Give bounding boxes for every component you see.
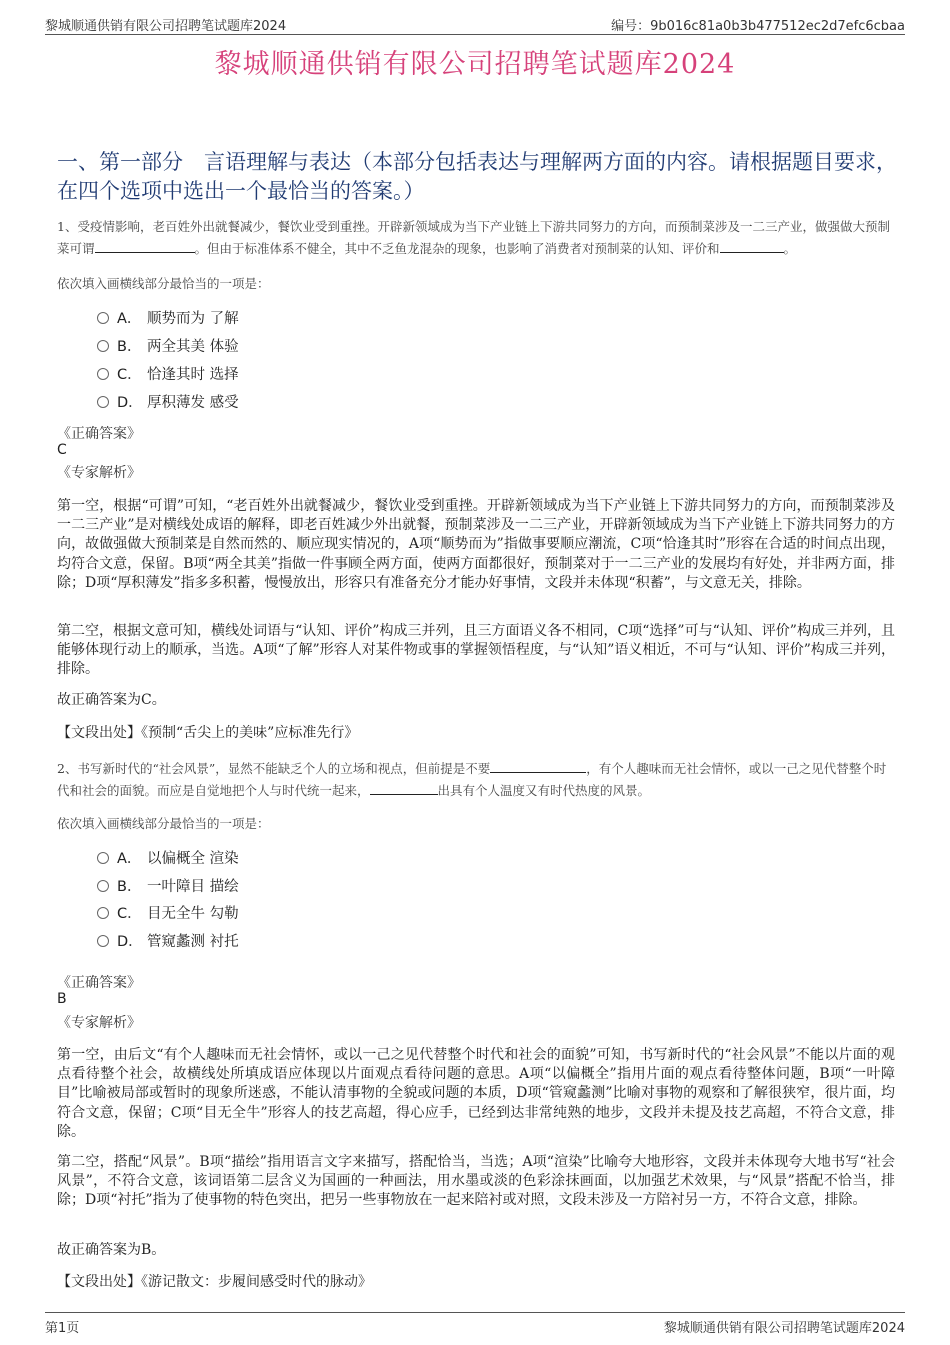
- q1-blank-2: [720, 238, 784, 253]
- q2-source: 【文段出处】《游记散文：步履间感受时代的脉动》: [57, 1274, 372, 1290]
- q2-analysis-p1: 第一空，由后文“有个人趣味而无社会情怀，或以一己之见代替整个时代和社会的面貌”可知，书写新时代的“社会风景”不能以片面的观点看待整个社会，故横线处所填成语应体现以片面观点看待问题的意思。A项“以偏概全”指用片面的观点看待整体问题，B项“一叶障目”比喻被局部或暂时的现象所迷惑，不能认清事物的全貌或问题的本质，D项“管窥蠡测”比喻对事物的观察和了解很狭窄，很片面，均符合文意，保留；C项“目无全牛”形容人的技艺高超，得心应手，已经到达非常纯熟的地步，文段并未提及技艺高超，不符合文意，排除。: [57, 1047, 895, 1140]
- q1-stem-part-b: 。但由于标准体系不健全，其中不乏鱼龙混杂的现象，也影响了消费者对预制菜的认知、评价和: [194, 241, 720, 256]
- q1-option-d[interactable]: D． 厚积薄发 感受: [97, 393, 239, 413]
- radio-icon[interactable]: [97, 852, 109, 864]
- radio-icon[interactable]: [97, 396, 109, 408]
- q2-option-b[interactable]: B． 一叶障目 描绘: [97, 877, 239, 897]
- radio-icon[interactable]: [97, 312, 109, 324]
- radio-icon[interactable]: [97, 935, 109, 947]
- page-number: 第1页: [45, 1321, 80, 1336]
- q1-answer: C: [57, 442, 67, 458]
- section-heading: 一、第一部分 言语理解与表达（本部分包括表达与理解两方面的内容。请根据题目要求，在四个选项中选出一个最恰当的答案。）: [57, 150, 897, 203]
- q1-source: 【文段出处】《预制“舌尖上的美味”应标准先行》: [57, 725, 359, 741]
- q1-stem-part-a: 1、受疫情影响，老百姓外出就餐减少，餐饮业受到重挫。开辟新领域成为当下产业链上下游共同努力的方向，而预制菜涉及一二三产业，做强做大预制菜可谓: [57, 219, 890, 256]
- q2-analysis-p3: 故正确答案为B。: [57, 1242, 166, 1258]
- radio-icon[interactable]: [97, 880, 109, 892]
- q1-option-a[interactable]: A． 顺势而为 了解: [97, 309, 239, 329]
- q1-analysis-p1: 第一空，根据“可谓”可知，“老百姓外出就餐减少，餐饮业受到重挫。开辟新领域成为当下产业链上下游共同努力的方向，而预制菜涉及一二三产业”是对横线处成语的解释，即老百姓减少外出就餐，预制菜涉及一二三产业，开辟新领域成为当下产业链上下游共同努力的方向，故做强做大预制菜是自然而然的、顺应现实情况的，A项“顺势而为”指做事要顺应潮流，C项“恰逢其时”形容在合适的时间点出现，均符合文意，保留。B项“两全其美”指做一件事顾全两方面，使两方面都很好，预制菜对于一二三产业的发展均有好处，并非两方面，排除；D项“厚积薄发”指多多积蓄，慢慢放出，形容只有准备充分才能办好事情，文段并未体现“积蓄”，与文意无关，排除。: [57, 498, 895, 591]
- page-footer: [45, 1312, 905, 1335]
- footer-title: 黎城顺通供销有限公司招聘笔试题库2024: [663, 1321, 905, 1336]
- question-1-stem: [57, 216, 897, 260]
- q1-prompt: 依次填入画横线部分最恰当的一项是：: [57, 276, 270, 291]
- q2-stem-part-b: ，有个人趣味而无社会情怀，或以一己之见代替整个时代和社会的面貌。而应是自觉地把个人与时代统一起来，: [57, 761, 887, 798]
- q2-analysis-p2: 第二空，搭配“风景”。B项“描绘”指用语言文字来描写，搭配恰当，当选；A项“渲染”比喻夸大地形容，文段并未体现夸大地书写“社会风景”，不符合文意，该词语第二层含义为国画的一种画法，用水墨或淡的色彩涂抹画面，以加强艺术效果，与“风景”搭配不恰当，排除；D项“衬托”指为了使事物的特色突出，把另一些事物放在一起来陪衬或对照，文段未涉及一方陪衬另一方，不符合文意，排除。: [57, 1154, 895, 1209]
- q2-option-d[interactable]: D． 管窥蠡测 衬托: [97, 932, 239, 952]
- radio-icon[interactable]: [97, 340, 109, 352]
- q1-option-b[interactable]: B． 两全其美 体验: [97, 337, 239, 357]
- header-left-text: 黎城顺通供销有限公司招聘笔试题库2024: [45, 19, 287, 34]
- q2-blank-1: [490, 758, 586, 773]
- q1-analysis-p3: 故正确答案为C。: [57, 692, 166, 708]
- page-title: 黎城顺通供销有限公司招聘笔试题库2024: [214, 49, 736, 80]
- q2-prompt: 依次填入画横线部分最恰当的一项是：: [57, 816, 270, 831]
- q2-stem-part-a: 2、书写新时代的“社会风景”，显然不能缺乏个人的立场和视点，但前提是不要: [57, 761, 491, 776]
- q1-option-c[interactable]: C． 恰逢其时 选择: [97, 365, 239, 385]
- q1-analysis-label: 《专家解析》: [57, 465, 141, 481]
- radio-icon[interactable]: [97, 907, 109, 919]
- q1-analysis-p2: 第二空，根据文意可知，横线处词语与“认知、评价”构成三并列，且三方面语义各不相同，C项“选择”可与“认知、评价”构成三并列，且能够体现行动上的顺承，当选。A项“了解”形容人对某件物或事的掌握领悟程度，与“认知”语义相近，不可与“认知、评价”构成三并列，排除。: [57, 623, 895, 678]
- question-2-stem: [57, 758, 897, 802]
- q2-option-c[interactable]: C． 目无全牛 勾勒: [97, 904, 239, 924]
- q2-stem-part-c: 出具有个人温度又有时代热度的风景。: [437, 783, 651, 798]
- header-doc-id: 编号：9b016c81a0b3b477512ec2d7efc6cbaa: [611, 19, 905, 34]
- q2-answer-label: 《正确答案》: [57, 975, 141, 991]
- q2-option-a[interactable]: A． 以偏概全 渲染: [97, 849, 239, 869]
- q1-blank-1: [95, 238, 195, 253]
- q2-blank-2: [370, 780, 438, 795]
- q1-stem-part-c: 。: [783, 241, 797, 256]
- radio-icon[interactable]: [97, 368, 109, 380]
- page-header: [45, 12, 905, 35]
- q1-answer-label: 《正确答案》: [57, 426, 141, 442]
- q2-answer: B: [57, 991, 67, 1007]
- q2-analysis-label: 《专家解析》: [57, 1015, 141, 1031]
